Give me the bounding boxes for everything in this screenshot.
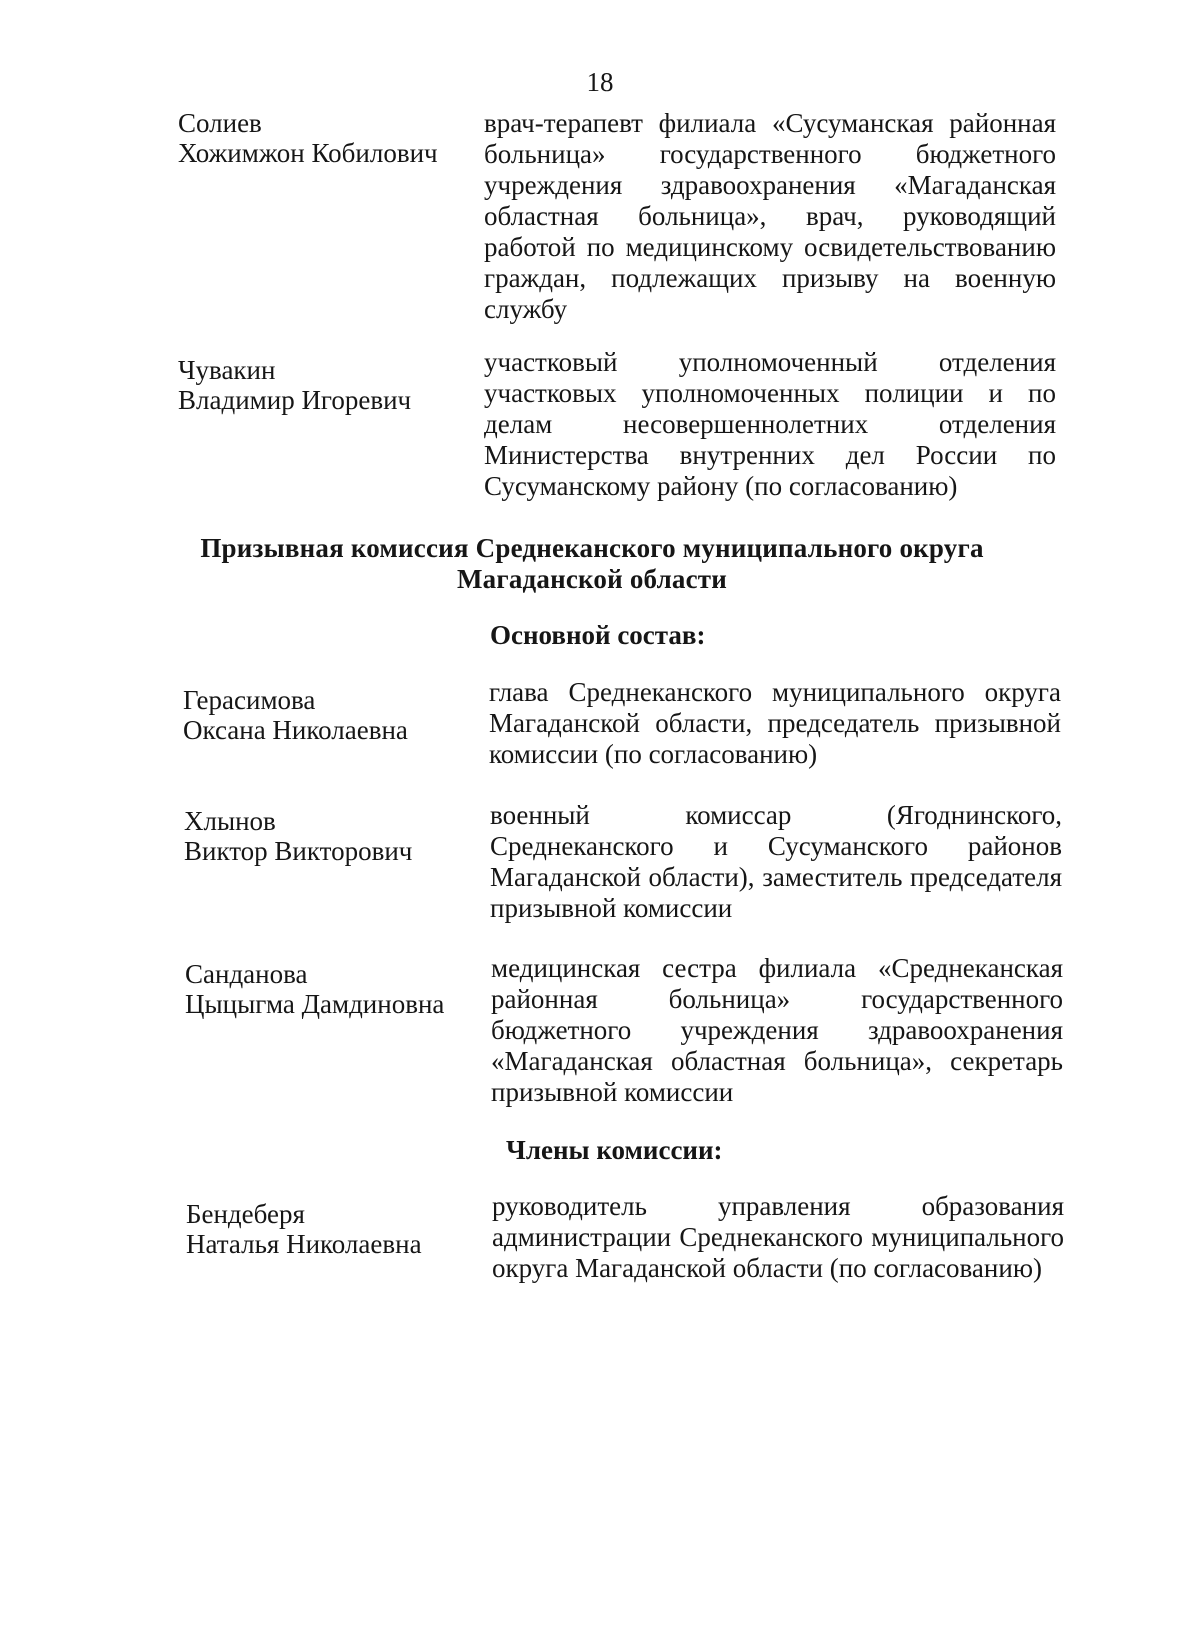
person-name bbox=[186, 1199, 422, 1259]
person-name bbox=[184, 806, 412, 866]
person-role: глава Среднеканского муниципального округа Магаданской области, председатель призывной комиссии (по согласованию) bbox=[489, 677, 1061, 769]
person-name bbox=[178, 355, 411, 415]
person-name bbox=[183, 685, 408, 745]
person-role: руководитель управления образования администрации Среднеканского муниципального округа Магаданской области (по согласованию) bbox=[492, 1191, 1064, 1283]
person-surname: Герасимова bbox=[183, 685, 316, 715]
main-staff-heading: Основной состав: bbox=[490, 620, 706, 650]
person-name bbox=[185, 959, 444, 1019]
person-surname: Бендеберя bbox=[186, 1199, 305, 1229]
person-role: военный комиссар (Ягоднинского, Среднеканского и Сусуманского районов Магаданской области), заместитель председателя призывной комиссии bbox=[490, 800, 1062, 923]
person-given-names: Владимир Игоревич bbox=[178, 385, 412, 415]
person-given-names: Оксана Николаевна bbox=[183, 715, 408, 745]
person-surname: Солиев bbox=[178, 108, 262, 138]
page-number: 18 bbox=[586, 67, 614, 97]
person-surname: Чувакин bbox=[178, 355, 276, 385]
person-surname: Санданова bbox=[185, 959, 308, 989]
members-heading: Члены комиссии: bbox=[506, 1135, 723, 1165]
person-surname: Хлынов bbox=[184, 806, 276, 836]
person-role: участковый уполномоченный отделения участковых уполномоченных полиции и по делам несовершеннолетних отделения Министерства внутренних дел России по Сусуманскому району (по согласованию) bbox=[484, 347, 1056, 501]
person-name bbox=[178, 108, 438, 168]
commission-title bbox=[0, 533, 1192, 595]
person-role: медицинская сестра филиала «Среднеканская районная больница» государственного бюджетного учреждения здравоохранения «Магаданская областная больница», секретарь призывной комиссии bbox=[491, 953, 1063, 1107]
person-role: врач-терапевт филиала «Сусуманская районная больница» государственного бюджетного учреждения здравоохранения «Магаданская областная больница», врач, руководящий работой по медицинскому освидетельствованию граждан, подлежащих призыву на военную службу bbox=[484, 108, 1056, 324]
person-given-names: Виктор Викторович bbox=[184, 836, 413, 866]
person-given-names: Цыцыгма Дамдиновна bbox=[185, 989, 445, 1019]
person-given-names: Хожимжон Кобилович bbox=[178, 138, 438, 168]
commission-title-line2: Магаданской области bbox=[456, 564, 728, 594]
person-given-names: Наталья Николаевна bbox=[186, 1229, 422, 1259]
commission-title-line1: Призывная комиссия Среднеканского муниципального округа bbox=[200, 533, 984, 563]
